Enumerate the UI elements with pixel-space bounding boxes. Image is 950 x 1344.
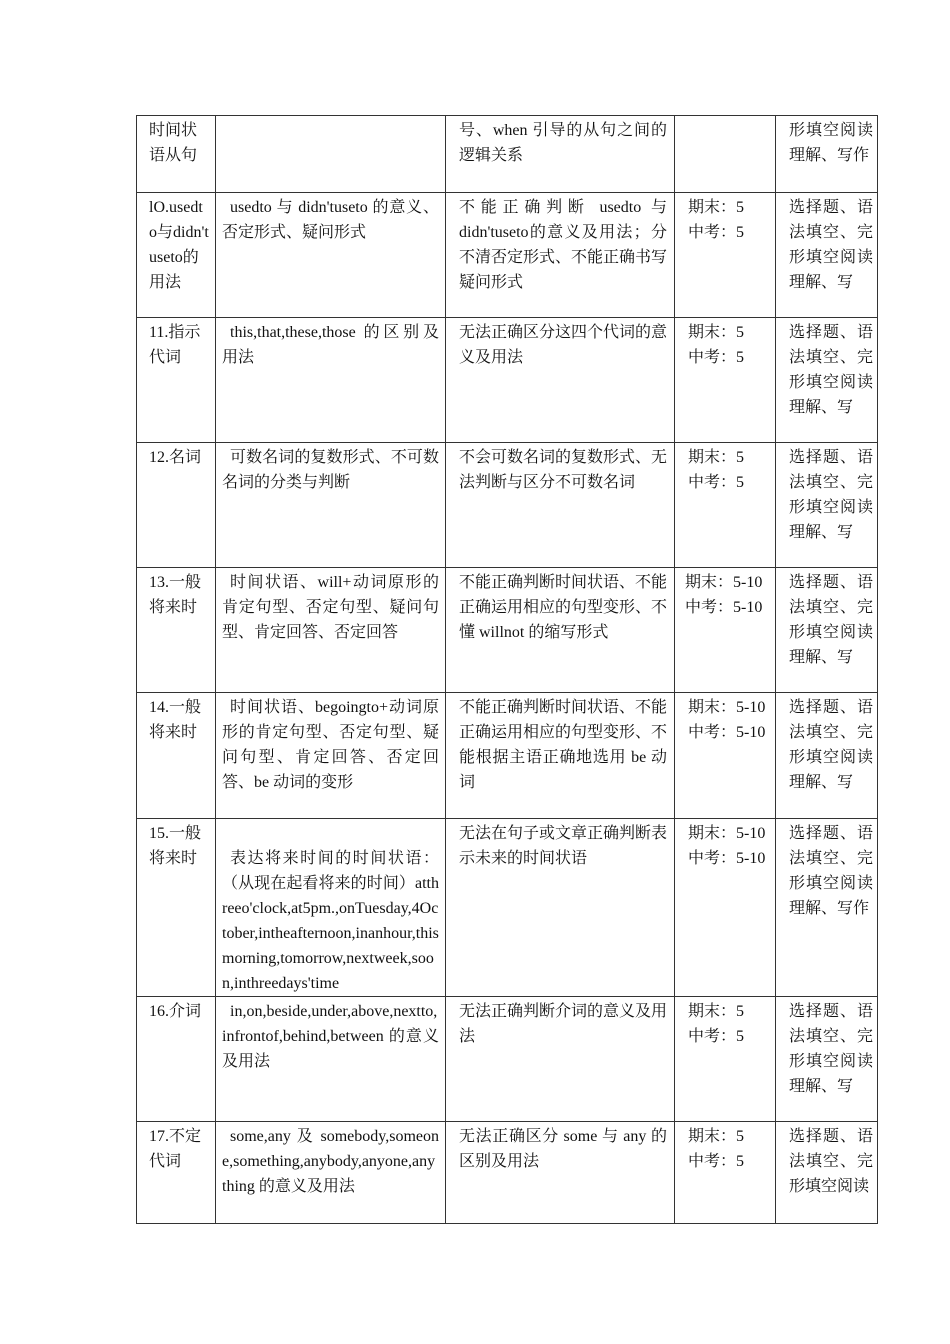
difficulty-cell bbox=[446, 1122, 675, 1224]
difficulty-cell bbox=[446, 819, 675, 997]
table-row bbox=[137, 693, 878, 819]
difficulty-cell bbox=[446, 443, 675, 568]
exam-text: 期末：5 中考：5 bbox=[688, 324, 745, 366]
grammar-difficulty-table bbox=[136, 115, 878, 1224]
table-row bbox=[137, 997, 878, 1122]
exam-cell bbox=[675, 997, 776, 1122]
difficulty-cell bbox=[446, 693, 675, 819]
table-row bbox=[137, 819, 878, 997]
content-text: 表达将来时间的时间状语：（从现在起看将来的时间）atthreeo'clock,at5pm.,onTuesday,4October,intheafternoon,inanhour,thismorning,tomorrow,nextweek,soon,inthreedays'time bbox=[222, 850, 439, 992]
table-row bbox=[137, 318, 878, 443]
content-text: in,on,beside,under,above,nextto,infrontof,behind,between 的意义及用法 bbox=[222, 1003, 439, 1070]
question-types-text: 形填空阅读理解、写作 bbox=[789, 122, 873, 164]
question-types-cell bbox=[776, 568, 878, 693]
content-cell bbox=[216, 1122, 446, 1224]
question-types-cell bbox=[776, 116, 878, 193]
difficulty-cell bbox=[446, 318, 675, 443]
exam-cell bbox=[675, 193, 776, 318]
question-types-text: 选择题、语法填空、完形填空阅读理解、写 bbox=[789, 324, 873, 416]
question-types-text: 选择题、语法填空、完形填空阅读 bbox=[789, 1128, 873, 1195]
content-text: this,that,these,those 的区别及用法 bbox=[222, 324, 439, 366]
topic-cell bbox=[137, 318, 216, 443]
difficulty-text: 号、when 引导的从句之间的逻辑关系 bbox=[459, 122, 667, 164]
question-types-cell bbox=[776, 318, 878, 443]
topic-text: 17.不定代词 bbox=[149, 1128, 202, 1170]
exam-cell bbox=[675, 568, 776, 693]
question-types-cell bbox=[776, 819, 878, 997]
question-types-text: 选择题、语法填空、完形填空阅读理解、写 bbox=[789, 574, 873, 666]
exam-text: 期末：5-10 中考：5-10 bbox=[688, 825, 766, 867]
table-row bbox=[137, 1122, 878, 1224]
question-types-cell bbox=[776, 443, 878, 568]
content-cell bbox=[216, 318, 446, 443]
table-row bbox=[137, 193, 878, 318]
exam-text: 期末：5-10 中考：5-10 bbox=[688, 699, 766, 741]
topic-text: 15.一般将来时 bbox=[149, 825, 202, 867]
difficulty-text: 无法正确区分这四个代词的意义及用法 bbox=[459, 324, 668, 366]
difficulty-cell bbox=[446, 997, 675, 1122]
content-text: 时间状语、will+动词原形的肯定句型、否定句型、疑问句型、肯定回答、否定回答 bbox=[222, 574, 439, 641]
exam-cell bbox=[675, 318, 776, 443]
question-types-text: 选择题、语法填空、完形填空阅读理解、写 bbox=[789, 1003, 873, 1095]
question-types-cell bbox=[776, 1122, 878, 1224]
topic-cell bbox=[137, 693, 216, 819]
exam-cell bbox=[675, 443, 776, 568]
content-cell bbox=[216, 443, 446, 568]
topic-cell bbox=[137, 193, 216, 318]
question-types-text: 选择题、语法填空、完形填空阅读理解、写 bbox=[789, 699, 873, 791]
content-cell bbox=[216, 568, 446, 693]
table-row bbox=[137, 116, 878, 193]
table-row bbox=[137, 568, 878, 693]
exam-text bbox=[675, 116, 775, 118]
content-cell bbox=[216, 819, 446, 997]
difficulty-cell bbox=[446, 193, 675, 318]
exam-cell bbox=[675, 1122, 776, 1224]
topic-cell bbox=[137, 1122, 216, 1224]
difficulty-cell bbox=[446, 116, 675, 193]
content-text: 可数名词的复数形式、不可数名词的分类与判断 bbox=[222, 449, 439, 491]
exam-text: 期末：5 中考：5 bbox=[688, 1003, 745, 1045]
topic-cell bbox=[137, 568, 216, 693]
difficulty-text: 无法正确判断介词的意义及用法 bbox=[459, 1003, 668, 1045]
topic-text: 12.名词 bbox=[149, 449, 202, 466]
difficulty-text: 不能正确判断 usedto 与 didn'tuseto的意义及用法；分不清否定形式、不能正确书写疑问形式 bbox=[459, 199, 668, 291]
exam-cell bbox=[675, 116, 776, 193]
topic-cell bbox=[137, 819, 216, 997]
topic-text: 时间状 语从句 bbox=[149, 122, 198, 164]
difficulty-text: 无法在句子或文章正确判断表示未来的时间状语 bbox=[459, 825, 668, 867]
exam-text: 期末：5 中考：5 bbox=[688, 1128, 745, 1170]
exam-text: 期末：5 中考：5 bbox=[688, 449, 745, 491]
topic-cell bbox=[137, 116, 216, 193]
difficulty-text: 不会可数名词的复数形式、无法判断与区分不可数名词 bbox=[459, 449, 668, 491]
table-row bbox=[137, 443, 878, 568]
topic-cell bbox=[137, 443, 216, 568]
topic-text: 11.指示代词 bbox=[149, 324, 201, 366]
question-types-cell bbox=[776, 693, 878, 819]
question-types-text: 选择题、语法填空、完形填空阅读理解、写 bbox=[789, 449, 873, 541]
content-cell bbox=[216, 997, 446, 1122]
topic-text: 14.一般将来时 bbox=[149, 699, 202, 741]
question-types-text: 选择题、语法填空、完形填空阅读理解、写作 bbox=[789, 825, 873, 917]
difficulty-text: 无法正确区分 some 与 any 的区别及用法 bbox=[459, 1128, 667, 1170]
topic-text: lO.usedto与didn'tuseto的用法 bbox=[149, 199, 209, 291]
topic-text: 16.介词 bbox=[149, 1003, 202, 1020]
question-types-text: 选择题、语法填空、完形填空阅读理解、写 bbox=[789, 199, 873, 291]
content-text: some,any 及 somebody,someone,something,anybody,anyone,anything 的意义及用法 bbox=[222, 1128, 439, 1195]
question-types-cell bbox=[776, 193, 878, 318]
content-text: 时间状语、begoingto+动词原形的肯定句型、否定句型、疑问句型、肯定回答、否定回答、be 动词的变形 bbox=[222, 699, 439, 791]
difficulty-text: 不能正确判断时间状语、不能正确运用相应的句型变形、不懂 willnot 的缩写形式 bbox=[459, 574, 668, 641]
difficulty-text: 不能正确判断时间状语、不能正确运用相应的句型变形、不能根据主语正确地选用 be 动词 bbox=[459, 699, 668, 791]
content-cell bbox=[216, 693, 446, 819]
exam-text: 期末：5 中考：5 bbox=[688, 199, 745, 241]
topic-cell bbox=[137, 997, 216, 1122]
content-text: usedto 与 didn'tuseto 的意义、否定形式、疑问形式 bbox=[222, 199, 439, 241]
content-text bbox=[216, 116, 445, 118]
exam-text: 期末：5-10 中考：5-10 bbox=[685, 574, 763, 616]
exam-cell bbox=[675, 693, 776, 819]
question-types-cell bbox=[776, 997, 878, 1122]
exam-cell bbox=[675, 819, 776, 997]
content-cell bbox=[216, 116, 446, 193]
content-cell bbox=[216, 193, 446, 318]
difficulty-cell bbox=[446, 568, 675, 693]
topic-text: 13.一般将来时 bbox=[149, 574, 202, 616]
